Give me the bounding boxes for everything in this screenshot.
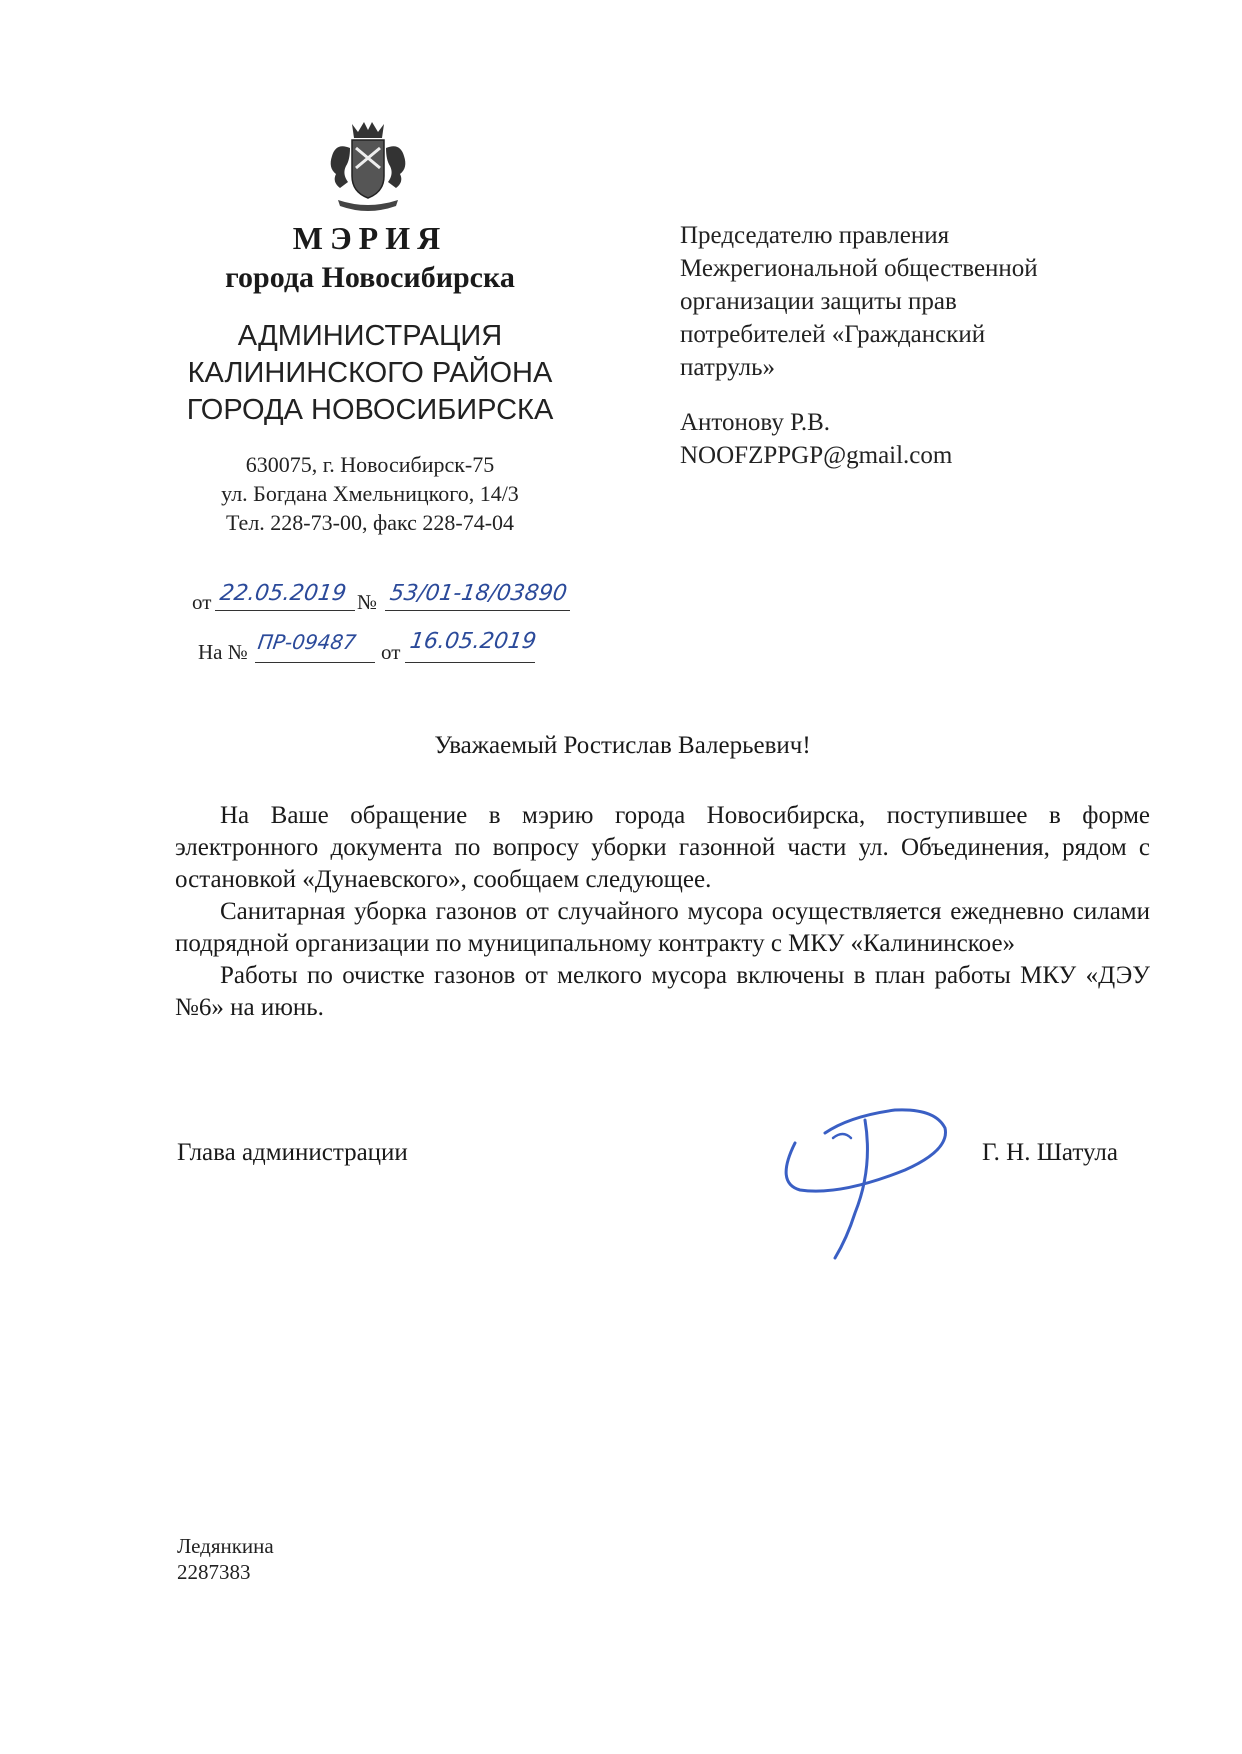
reply-from-label: от — [381, 640, 401, 664]
executor-block — [177, 1533, 274, 1585]
executor-phone: 2287383 — [177, 1560, 251, 1584]
date-line — [215, 610, 355, 611]
executor-name: Ледянкина — [177, 1534, 274, 1558]
recipient-email: NOOFZPPGP@gmail.com — [680, 442, 953, 469]
recipient-line: потребителей «Гражданский — [680, 321, 986, 348]
reply-date-line — [405, 662, 535, 663]
address-line: Тел. 228-73-00, факс 228-74-04 — [225, 510, 515, 535]
number-label: № — [357, 590, 378, 614]
admin-line: ГОРОДА НОВОСИБИРСКА — [186, 394, 554, 426]
reply-label: На № — [198, 640, 248, 664]
handwritten-signature — [755, 1098, 965, 1268]
outgoing-number: 53/01-18/03890 — [388, 581, 569, 606]
greeting: Уважаемый Ростислав Валерьевич! — [434, 732, 811, 759]
recipient-line: Межрегиональной общественной — [680, 255, 1038, 282]
administration-name — [150, 318, 590, 429]
body-paragraph: Работы по очистке газонов от мелкого мусора включены в план работы МКУ «ДЭУ №6» на июнь. — [175, 962, 1150, 1021]
recipient-name: Антонову Р.В. — [680, 409, 831, 436]
coat-of-arms-emblem — [322, 118, 414, 216]
body-paragraph: На Ваше обращение в мэрию города Новосибирска, поступившее в форме электронного документа по вопросу уборки газонной части ул. Объединения, рядом с остановкой «Дунаевского», сообщаем следующее. — [175, 802, 1150, 893]
recipient-block — [680, 219, 1200, 472]
address-block — [150, 450, 590, 537]
city-heading: города Новосибирска — [225, 261, 515, 294]
admin-line: КАЛИНИНСКОГО РАЙОНА — [187, 357, 553, 389]
recipient-line: организации защиты прав — [680, 288, 957, 315]
address-line: 630075, г. Новосибирск-75 — [245, 452, 495, 477]
number-line — [385, 610, 570, 611]
outgoing-date: 22.05.2019 — [218, 581, 348, 606]
reply-number: ПР-09487 — [256, 630, 358, 654]
recipient-line: Председателю правления — [680, 222, 950, 249]
signatory-title: Глава администрации — [177, 1139, 408, 1166]
recipient-spacer — [680, 384, 1200, 406]
letter-body — [175, 800, 1150, 1024]
meria-heading: МЭРИЯ — [292, 220, 448, 256]
reply-date: 16.05.2019 — [408, 629, 538, 654]
from-label: от — [192, 590, 212, 614]
signatory-name: Г. Н. Шатула — [982, 1139, 1118, 1166]
address-line: ул. Богдана Хмельницкого, 14/3 — [221, 481, 519, 506]
recipient-line: патруль» — [680, 354, 776, 381]
body-paragraph: Санитарная уборка газонов от случайного мусора осуществляется ежедневно силами подрядной организации по муниципальному контракту с МКУ «Калининское» — [175, 898, 1150, 957]
reply-number-line — [255, 662, 375, 663]
admin-line: АДМИНИСТРАЦИЯ — [237, 320, 503, 352]
